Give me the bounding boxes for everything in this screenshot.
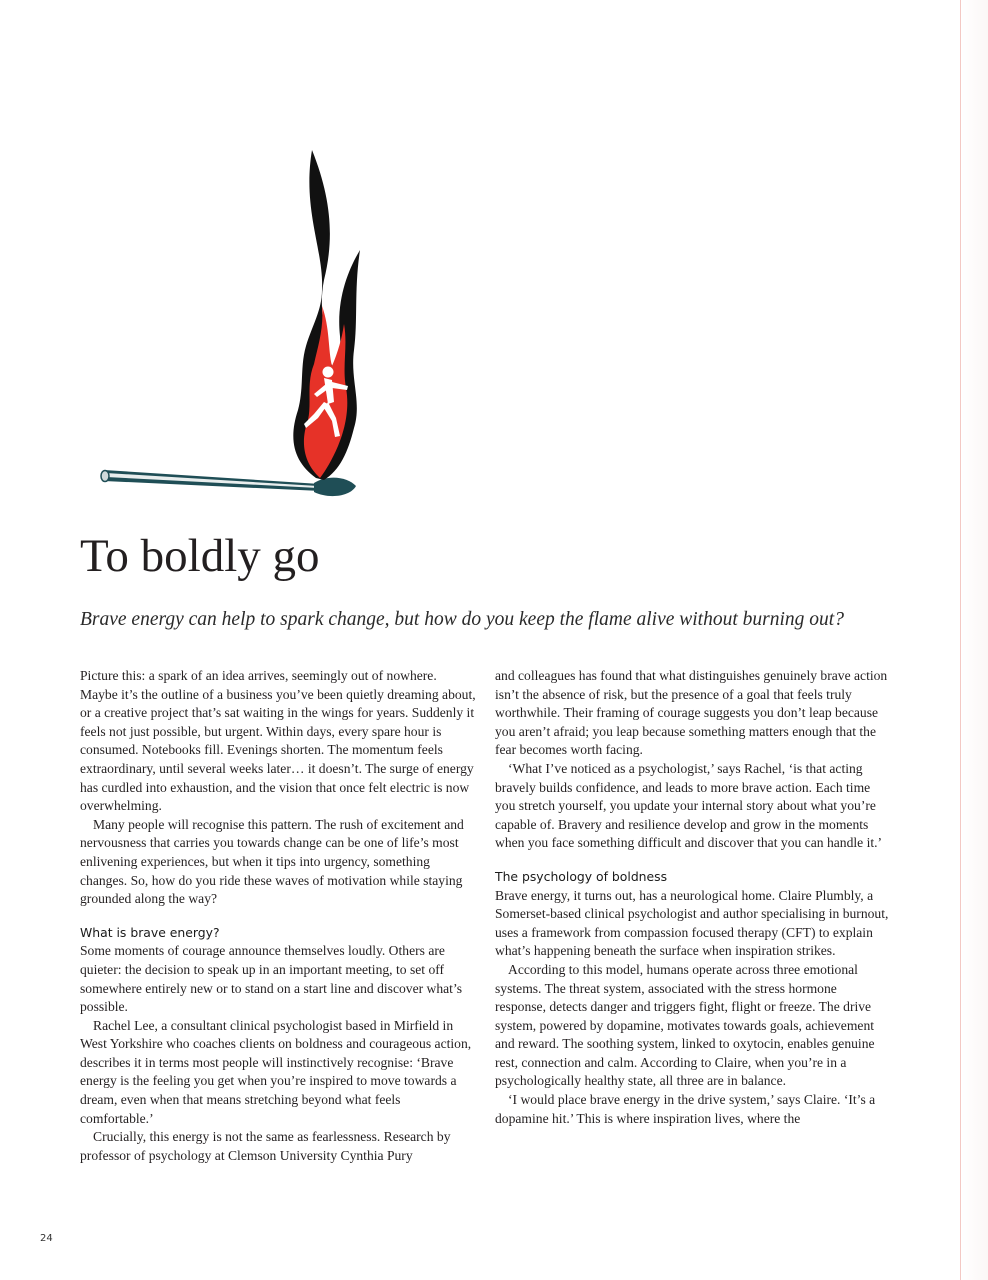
body-paragraph: Picture this: a spark of an idea arrives, seemingly out of nowhere. Maybe it’s the outline of a business you’ve been quietly dreaming about, or a creative project that’s sat waiting in the wings for years. Suddenly it feels not just possible, but urgent. Within days, every spare hour is consumed. Notebooks fill. Evenings shorten. The momentum feels extraordinary, until several weeks later… it doesn’t. The surge of energy has curdled into exhaustion, and the vision that once felt electric is now overwhelming. <box>80 668 476 814</box>
body-paragraph: ‘What I’ve noticed as a psychologist,’ says Rachel, ‘is that acting bravely builds confidence, and leads to more brave action. Each time you stretch yourself, you update your internal story about what you’re capable of. Bravery and resilience develop and grow in the moments when you face something difficult and discover that you can handle it.’ <box>495 760 883 851</box>
body-paragraph: Some moments of courage announce themselves loudly. Others are quieter: the decision to speak up in an important meeting, to set off somewhere entirely new or to stand on a start line and discover what’s possible. <box>80 943 463 1015</box>
section-heading: The psychology of boldness <box>495 868 668 884</box>
right-text-column <box>495 667 891 1128</box>
body-paragraph: ‘I would place brave energy in the drive system,’ says Claire. ‘It’s a dopamine hit.’ This is where inspiration lives, where the <box>495 1092 876 1126</box>
page-edge-shade <box>961 0 988 1280</box>
article-title: To boldly go <box>80 530 320 582</box>
body-paragraph: Crucially, this energy is not the same as fearlessness. Research by professor of psychology at Clemson University Cynthia Pury <box>80 1129 451 1163</box>
body-paragraph: Rachel Lee, a consultant clinical psychologist based in Mirfield in West Yorkshire who coaches clients on boldness and courageous action, describes it in terms most people will instinctively recognise: ‘Brave energy is the feeling you get when you’re inspired to move towards a dream, even when that means stretching beyond what feels comfortable.’ <box>80 1017 472 1126</box>
body-paragraph: Many people will recognise this pattern. The rush of excitement and nervousness that carries you towards change can be one of life’s most enlivening experiences, but when it tips into urgency, something changes. So, how do you ride these waves of motivation while staying grounded along the way? <box>80 816 464 907</box>
body-paragraph: and colleagues has found that what distinguishes genuinely brave action isn’t the absence of risk, but the presence of a goal that feels truly worthwhile. Their framing of courage suggests you don’t leap because you aren’t afraid; you leap because something matters enough that the fear becomes worth facing. <box>495 668 888 758</box>
body-paragraph: Brave energy, it turns out, has a neurological home. Claire Plumbly, a Somerset-based clinical psychologist and author specialising in burnout, uses a framework from compassion focused therapy (CFT) to explain what’s happening beneath the surface when inspiration strikes. <box>495 887 889 959</box>
burning-match-icon <box>92 140 372 510</box>
left-text-column <box>80 667 476 1165</box>
section-heading: What is brave energy? <box>80 924 220 940</box>
article-standfirst: Brave energy can help to spark change, but how do you keep the flame alive without burning out? <box>80 609 844 630</box>
body-paragraph: According to this model, humans operate across three emotional systems. The threat system, associated with the stress hormone response, detects danger and triggers fight, flight or freeze. The drive system, powered by dopamine, motivates towards goals, achievement and reward. The soothing system, linked to oxytocin, enables genuine rest, connection and calm. According to Claire, when you’re in a psychologically healthy state, all three are in balance. <box>495 961 875 1089</box>
page-number: 24 <box>40 1233 53 1244</box>
